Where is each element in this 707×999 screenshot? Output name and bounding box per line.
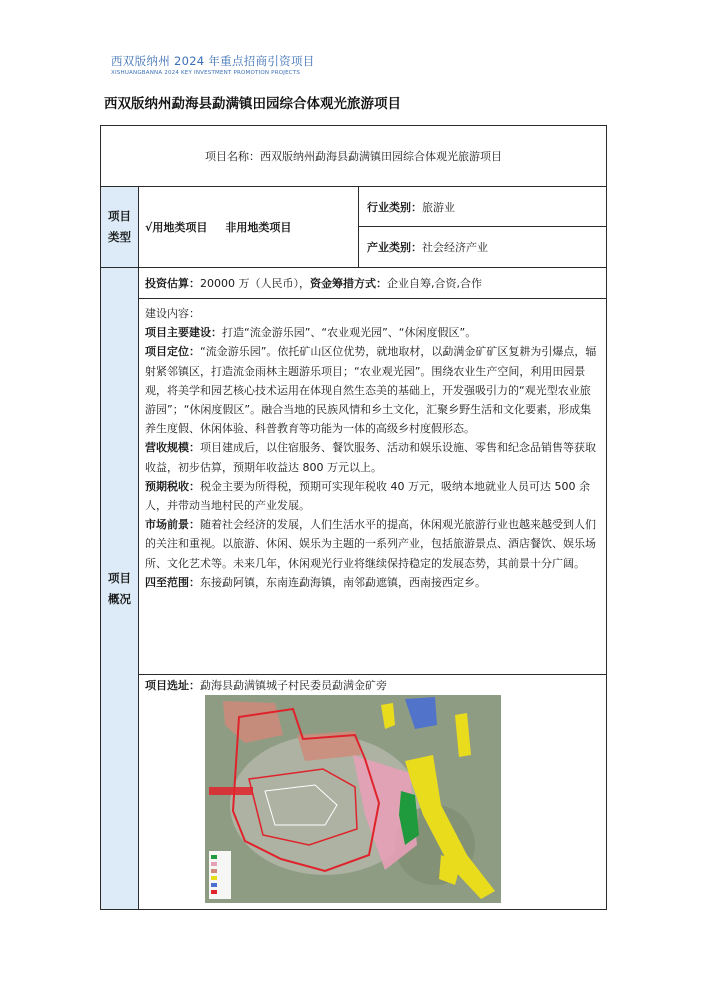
map-callout-label [209,787,253,795]
header-title-cn: 西双版纳州 2024 年重点招商引资项目 [111,54,315,68]
non-land-use-option: 非用地类项目 [225,221,292,234]
funding-value: 企业自筹,合资,合作 [387,277,482,290]
project-overview-label-line2: 概况 [108,591,131,606]
revenue-text: 项目建成后，以住宿服务、餐饮服务、活动和娱乐设施、零售和纪念品销售等获取收益，初步估算，预期年收益达 800 万元以上。 [145,441,596,474]
industry-category-value: 旅游业 [422,200,455,214]
content-heading: 建设内容： [145,307,200,320]
investment-value: 20000 万（人民币）， [200,277,310,290]
site-text: 勐海县勐满镇城子村民委员勐满金矿旁 [200,679,387,692]
site-map-image [205,695,501,903]
project-type-label [101,187,139,268]
revenue-scale [145,438,598,476]
main-construction [145,323,598,342]
industry-category-label: 行业类别： [367,200,422,214]
sector-category-cell [359,227,606,268]
funding-label: 资金筹措方式： [310,277,387,290]
land-use-options [139,187,359,268]
map-legend-swatch [211,890,217,894]
site-label: 项目选址： [145,679,200,692]
investment-row [139,268,606,299]
map-legend-swatch [211,883,217,887]
main-construction-text: 打造“流金游乐园”、“农业观光园”、“休闲度假区”。 [222,326,477,340]
market-outlook [145,515,598,573]
tax-label: 预期税收： [145,479,200,493]
project-overview-label-line1: 项目 [108,570,131,585]
project-site [145,677,387,695]
project-type-label-line1: 项目 [108,209,131,223]
project-type-label-line2: 类型 [108,230,131,244]
project-overview-label [101,268,139,909]
expected-tax [145,477,598,515]
map-legend-swatch [211,876,217,880]
header-title-en: XISHUANGBANNA 2024 KEY INVESTMENT PROMOTION PROJECTS [111,70,301,76]
project-positioning [145,342,598,438]
project-info-table [100,125,607,910]
document-title: 西双版纳州勐海县勐满镇田园综合体观光旅游项目 [104,96,401,112]
boundary-text: 东接勐阿镇，东南连勐海镇，南邻勐遮镇，西南接西定乡。 [200,575,486,589]
boundary-scope [145,573,598,592]
industry-category-cell [359,187,606,227]
page-header [111,53,315,76]
project-site-section [139,675,606,909]
sector-category-label: 产业类别： [367,241,422,254]
map-legend-swatch [211,862,217,866]
boundary-label: 四至范围： [145,575,200,589]
revenue-label: 营收规模： [145,441,200,455]
map-legend-swatch [211,855,217,859]
market-label: 市场前景： [145,518,200,532]
land-use-option: √用地类项目 [145,221,208,234]
construction-content [139,299,606,675]
main-construction-label: 项目主要建设： [145,326,222,340]
positioning-text: “流金游乐园”。依托矿山区位优势，就地取材，以勐满金矿矿区复耕为引爆点，辐射紧邻镇区，打造流金雨林主题游乐项目；“农业观光园”。围绕农业生产空间，利用田园景观，将美学和园艺核心技术运用在体现自然生态美的基础上，开发强吸引力的“观光型农业旅游园”；“休闲度假区”。融合当地的民族风情和乡土文化，汇聚乡野生活和文化要素，形成集养生度假、休闲体验、科普教育等功能为一体的高级乡村度假形态。 [145,345,597,436]
sector-category-value: 社会经济产业 [422,241,488,254]
tax-text: 税金主要为所得税，预期可实现年税收 40 万元，吸纳本地就业人员可达 500 余人，并带动当地村民的产业发展。 [145,479,590,513]
map-legend-swatch [211,869,217,873]
positioning-label: 项目定位： [145,345,200,359]
project-name-row: 项目名称：西双版纳州勐海县勐满镇田园综合体观光旅游项目 [101,126,606,187]
market-text: 随着社会经济的发展，人们生活水平的提高，休闲观光旅游行业也越来越受到人们的关注和重视。以旅游、休闲、娱乐为主题的一系列产业，包括旅游景点、酒店餐饮、娱乐场所、文化艺术等。未来几年，休闲观光行业将继续保持稳定的发展态势，其前景十分广阔。 [145,518,596,570]
investment-label: 投资估算： [145,277,200,290]
